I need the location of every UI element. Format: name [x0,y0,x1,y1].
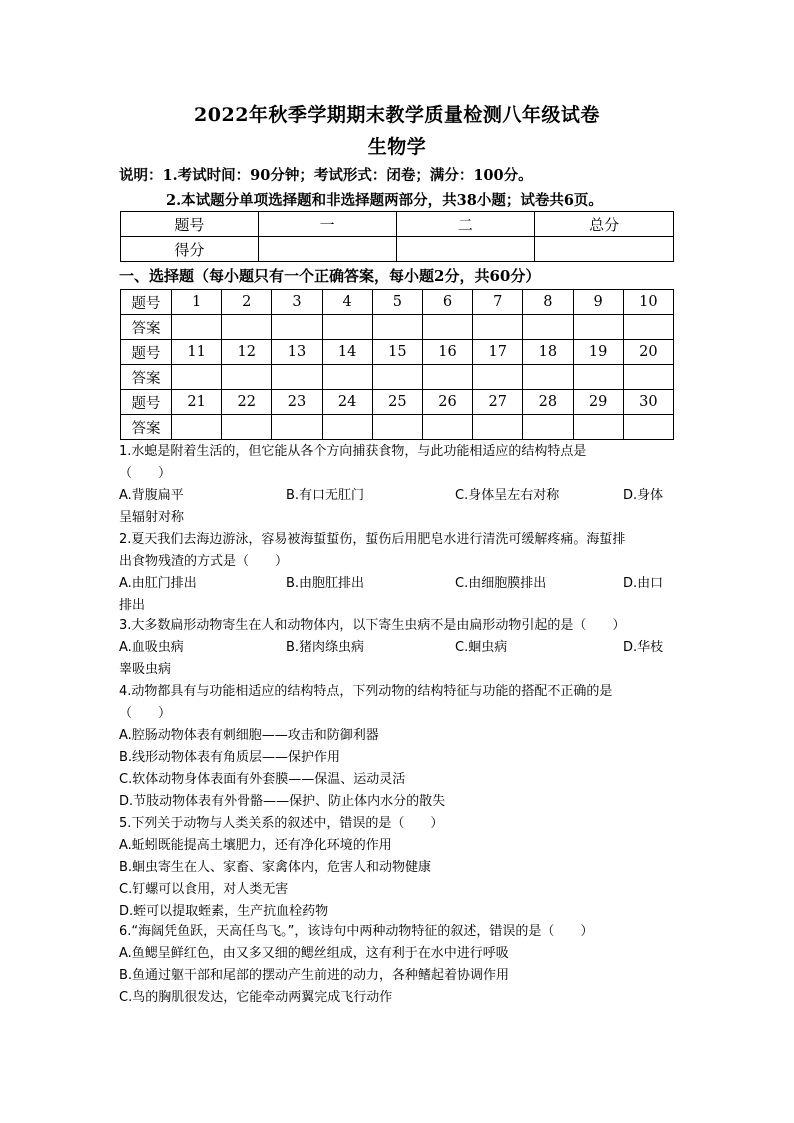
question-number-cell: 21 [172,390,222,415]
question-4-option-b: B.线形动物体表有角质层——保护作用 [119,750,341,765]
question-2-option-d: D.由口 [623,576,664,591]
question-6-option-b: B.鱼通过躯干部和尾部的摆动产生前进的动力，各种鳍起着协调作用 [119,968,510,983]
answer-row-label: 答案 [121,415,172,440]
question-2-stem: 2.夏天我们去海边游泳，容易被海蜇蜇伤，蜇伤后用肥皂水进行清洗可缓解疼痛。海蜇排 [119,532,626,547]
question-number-cell: 16 [422,340,472,365]
answer-cell[interactable] [222,365,272,390]
question-1-blank: （ ） [119,466,172,481]
question-number-cell: 8 [523,290,573,315]
answer-cell[interactable] [422,315,472,340]
answer-cell[interactable] [372,315,422,340]
score-table-score-row [121,237,674,262]
number-row-label: 题号 [121,390,172,415]
question-2-option-b: B.由胞肛排出 [286,576,365,591]
answer-cell[interactable] [623,415,673,440]
question-number-cell: 9 [573,290,623,315]
instruction-line-2: 2.本试题分单项选择题和非选择题两部分，共38小题；试卷共6页。 [166,192,603,209]
score-header-cell: 一 [258,212,396,237]
question-1-option-b: B.有口无肛门 [286,488,365,503]
question-number-cell: 27 [473,390,523,415]
subject-title: 生物学 [367,136,427,158]
question-5-option-c: C.钉螺可以食用，对人类无害 [119,882,289,897]
question-2-option-d-cont: 排出 [119,598,146,613]
question-number-cell: 19 [573,340,623,365]
exam-title: 2022年秋季学期期末教学质量检测八年级试卷 [194,104,600,126]
number-row-label: 题号 [121,340,172,365]
question-4-option-d: D.节肢动物体表有外骨骼——保护、防止体内水分的散失 [119,794,446,809]
answer-cell[interactable] [172,365,222,390]
question-number-cell: 28 [523,390,573,415]
question-1-option-d: D.身体 [623,488,664,503]
question-number-cell: 30 [623,390,673,415]
question-5-stem: 5.下列关于动物与人类关系的叙述中，错误的是（ ） [119,816,444,831]
answer-cell[interactable] [623,365,673,390]
score-input-cell[interactable] [258,237,396,262]
score-input-cell[interactable] [396,237,535,262]
question-5-option-a: A.蚯蚓既能提高土壤肥力，还有净化环境的作用 [119,838,392,853]
instruction-line-1: 说明：1.考试时间：90分钟；考试形式：闭卷；满分：100分。 [119,167,533,184]
answer-cell[interactable] [322,315,372,340]
answer-cell[interactable] [573,365,623,390]
question-number-cell: 25 [372,390,422,415]
answer-table-number-row [121,390,674,415]
answer-cell[interactable] [272,415,322,440]
answer-cell[interactable] [523,365,573,390]
question-3-option-d-cont: 睾吸虫病 [119,662,172,677]
question-4-option-a: A.腔肠动物体表有刺细胞——攻击和防御利器 [119,728,379,743]
answer-cell[interactable] [523,415,573,440]
answer-cell[interactable] [623,315,673,340]
question-number-cell: 18 [523,340,573,365]
question-3-option-d: D.华枝 [623,640,664,655]
question-6-option-c: C.鸟的胸肌很发达，它能牵动两翼完成飞行动作 [119,990,393,1005]
question-5-option-b: B.蛔虫寄生在人、家畜、家禽体内，危害人和动物健康 [119,860,432,875]
answer-cell[interactable] [272,315,322,340]
question-number-cell: 1 [172,290,222,315]
score-row-label: 得分 [121,237,259,262]
answer-cell[interactable] [322,365,372,390]
score-header-cell: 总分 [535,212,674,237]
answer-table-answer-row [121,365,674,390]
question-2-options [119,573,675,595]
answer-cell[interactable] [372,365,422,390]
question-4-blank: （ ） [119,706,172,721]
question-1-option-d-cont: 呈辐射对称 [119,510,185,525]
question-number-cell: 10 [623,290,673,315]
question-number-cell: 3 [272,290,322,315]
question-4-stem: 4.动物都具有与功能相适应的结构特点，下列动物的结构特征与功能的搭配不正确的是 [119,684,613,699]
score-header-cell: 题号 [121,212,259,237]
score-table-header-row [121,212,674,237]
question-2-stem-cont: 出食物残渣的方式是（ ） [119,554,289,569]
question-1-option-c: C.身体呈左右对称 [455,488,560,503]
question-number-cell: 20 [623,340,673,365]
question-number-cell: 15 [372,340,422,365]
question-number-cell: 17 [473,340,523,365]
answer-cell[interactable] [473,365,523,390]
question-number-cell: 12 [222,340,272,365]
question-3-option-b: B.猪肉绦虫病 [286,640,365,655]
question-number-cell: 14 [322,340,372,365]
question-number-cell: 24 [322,390,372,415]
question-6-option-a: A.鱼鳃呈鲜红色，由又多又细的鳃丝组成，这有利于在水中进行呼吸 [119,946,509,961]
answer-cell[interactable] [473,415,523,440]
question-number-cell: 2 [222,290,272,315]
question-2-option-c: C.由细胞膜排出 [455,576,547,591]
number-row-label: 题号 [121,290,172,315]
answer-table-number-row [121,290,674,315]
score-table [120,211,674,262]
question-1-option-a: A.背腹扁平 [119,488,184,503]
question-number-cell: 13 [272,340,322,365]
answer-cell[interactable] [573,315,623,340]
answer-cell[interactable] [422,365,472,390]
score-header-cell: 二 [396,212,535,237]
answer-table-answer-row [121,315,674,340]
question-6-stem: 6.“海阔凭鱼跃，天高任鸟飞。”，该诗句中两种动物特征的叙述，错误的是（ ） [119,924,594,939]
answer-row-label: 答案 [121,365,172,390]
score-input-cell[interactable] [535,237,674,262]
question-number-cell: 7 [473,290,523,315]
question-4-option-c: C.软体动物身体表面有外套膜——保温、运动灵活 [119,772,406,787]
question-1-stem: 1.水螅是附着生活的，但它能从各个方向捕获食物，与此功能相适应的结构特点是 [119,444,587,459]
question-3-option-a: A.血吸虫病 [119,640,184,655]
question-number-cell: 4 [322,290,372,315]
answer-table [120,289,674,440]
answer-cell[interactable] [322,415,372,440]
question-5-option-d: D.蛭可以提取蛭素，生产抗血栓药物 [119,904,329,919]
answer-table-answer-row [121,415,674,440]
question-number-cell: 5 [372,290,422,315]
question-number-cell: 22 [222,390,272,415]
answer-row-label: 答案 [121,315,172,340]
question-number-cell: 23 [272,390,322,415]
answer-cell[interactable] [523,315,573,340]
answer-cell[interactable] [222,315,272,340]
question-number-cell: 11 [172,340,222,365]
answer-cell[interactable] [272,365,322,390]
question-1-options [119,485,675,507]
answer-table-number-row [121,340,674,365]
answer-cell[interactable] [573,415,623,440]
question-2-option-a: A.由肛门排出 [119,576,197,591]
answer-cell[interactable] [222,415,272,440]
question-3-stem: 3.大多数扁形动物寄生在人和动物体内，以下寄生虫病不是由扁形动物引起的是（ ） [119,618,626,633]
section-1-heading: 一、选择题（每小题只有一个正确答案，每小题2分，共60分） [119,267,541,285]
question-number-cell: 26 [422,390,472,415]
answer-cell[interactable] [473,315,523,340]
answer-cell[interactable] [172,415,222,440]
question-3-option-c: C.蛔虫病 [455,640,508,655]
answer-cell[interactable] [422,415,472,440]
question-number-cell: 6 [422,290,472,315]
question-number-cell: 29 [573,390,623,415]
answer-cell[interactable] [172,315,222,340]
answer-cell[interactable] [372,415,422,440]
question-3-options [119,637,675,659]
